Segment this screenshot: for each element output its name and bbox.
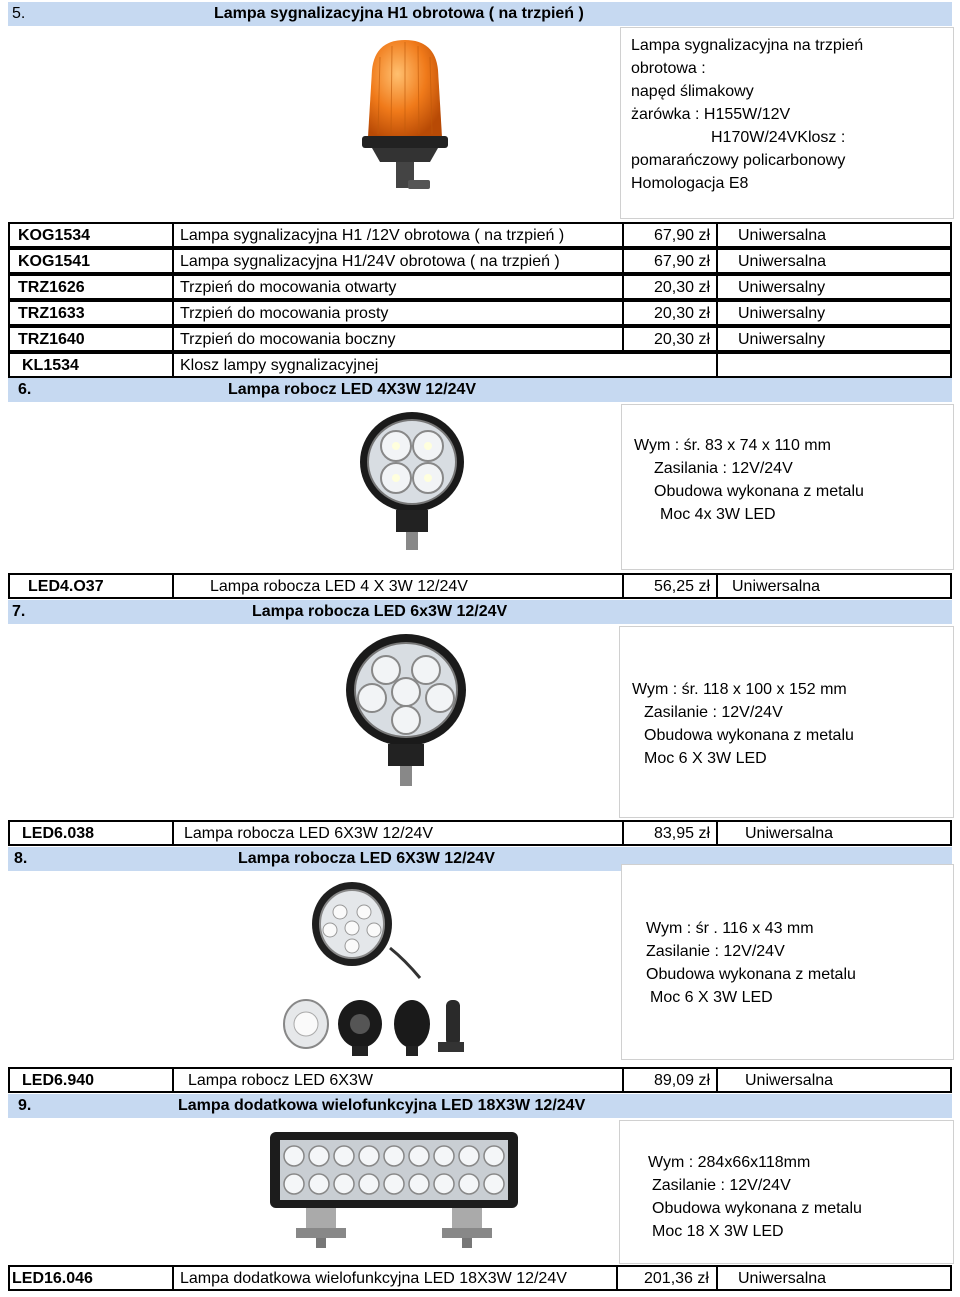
- product-code: KL1534: [22, 357, 79, 374]
- desc-line: obrotowa :: [631, 60, 706, 77]
- product-type: Uniwersalna: [738, 227, 827, 244]
- product-name: Lampa sygnalizacyjna H1/24V obrotowa ( na trzpień ): [180, 253, 560, 270]
- product-code: KOG1534: [18, 227, 91, 244]
- product-description: [619, 1120, 954, 1264]
- led-bar-icon: [266, 1128, 522, 1252]
- product-name: Lampa robocza LED 6X3W 12/24V: [184, 825, 434, 842]
- product-type: Uniwersalna: [745, 1072, 834, 1089]
- table-row: [8, 820, 952, 846]
- desc-line: żarówka : H155W/12V: [631, 106, 791, 123]
- desc-line: Homologacja E8: [631, 175, 749, 192]
- product-type: Uniwersalny: [738, 279, 826, 296]
- product-description: [621, 404, 954, 570]
- desc-line: Zasilanie : 12V/24V: [652, 1177, 791, 1194]
- product-name: Lampa robocz LED 6X3W: [188, 1072, 373, 1089]
- product-price: 56,25 zł: [654, 578, 711, 595]
- section-title: Lampa sygnalizacyjna H1 obrotowa ( na trzpień ): [214, 5, 584, 22]
- table-row: [8, 300, 952, 326]
- table-row: [8, 1067, 952, 1093]
- desc-line: Lampa sygnalizacyjna na trzpień: [631, 37, 864, 54]
- desc-line: Obudowa wykonana z metalu: [652, 1200, 862, 1217]
- product-type: Uniwersalna: [738, 1270, 827, 1287]
- table-row: [8, 248, 952, 274]
- work-lamp-6led-icon: [342, 630, 470, 790]
- desc-line: Obudowa wykonana z metalu: [654, 483, 864, 500]
- desc-line: Obudowa wykonana z metalu: [644, 727, 854, 744]
- table-row: [8, 352, 952, 378]
- product-name: Lampa sygnalizacyjna H1 /12V obrotowa ( na trzpień ): [180, 227, 565, 244]
- product-name: Trzpień do mocowania otwarty: [180, 279, 397, 296]
- product-price: 83,95 zł: [654, 825, 711, 842]
- desc-line: Wym : śr . 116 x 43 mm: [646, 920, 814, 937]
- product-code: KOG1541: [18, 253, 91, 270]
- product-price: 201,36 zł: [644, 1270, 709, 1287]
- table-row: [8, 326, 952, 352]
- product-description: [619, 626, 954, 818]
- desc-line: Zasilania : 12V/24V: [654, 460, 793, 477]
- product-code: LED4.O37: [28, 578, 104, 595]
- work-lamp-4led-icon: [356, 408, 468, 556]
- product-price: 20,30 zł: [654, 305, 711, 322]
- desc-line: Moc 4x 3W LED: [660, 506, 776, 523]
- product-code: TRZ1626: [18, 279, 85, 296]
- section-header-7: [8, 600, 952, 624]
- product-name: Lampa dodatkowa wielofunkcyjna LED 18X3W 12/24V: [180, 1270, 567, 1287]
- section-header-9: [8, 1094, 952, 1118]
- product-price: 20,30 zł: [654, 331, 711, 348]
- product-description: [620, 27, 954, 219]
- section-number: 8.: [14, 850, 28, 867]
- section-number: 9.: [18, 1097, 32, 1114]
- desc-line: Zasilanie : 12V/24V: [644, 704, 783, 721]
- product-type: Uniwersalna: [745, 825, 834, 842]
- section-title: Lampa robocz LED 4X3W 12/24V: [228, 381, 477, 398]
- section-header-6: [8, 378, 952, 402]
- desc-line: Wym : śr. 83 x 74 x 110 mm: [634, 437, 831, 454]
- beacon-lamp-icon: [350, 32, 460, 197]
- desc-line: pomarańczowy policarbonowy: [631, 152, 846, 169]
- desc-line: Obudowa wykonana z metalu: [646, 966, 856, 983]
- product-type: Uniwersalna: [738, 253, 827, 270]
- product-name: Lampa robocza LED 4 X 3W 12/24V: [210, 578, 468, 595]
- section-header-5: [8, 2, 952, 26]
- table-row: [8, 274, 952, 300]
- product-name: Klosz lampy sygnalizacyjnej: [180, 357, 379, 374]
- product-type: Uniwersalny: [738, 331, 826, 348]
- desc-line: Moc 18 X 3W LED: [652, 1223, 784, 1240]
- desc-line: napęd ślimakowy: [631, 83, 754, 100]
- product-description: [621, 864, 954, 1060]
- desc-line: Zasilanie : 12V/24V: [646, 943, 785, 960]
- table-row: [8, 222, 952, 248]
- desc-line: H170W/24VKlosz :: [711, 129, 846, 146]
- product-type: Uniwersalny: [738, 305, 826, 322]
- desc-line: Wym : 284x66x118mm: [648, 1154, 811, 1171]
- section-title: Lampa robocza LED 6x3W 12/24V: [252, 603, 508, 620]
- product-code: LED6.940: [22, 1072, 95, 1089]
- product-code: TRZ1640: [18, 331, 85, 348]
- work-lamp-round-icon: [280, 878, 470, 1060]
- product-price: 20,30 zł: [654, 279, 711, 296]
- product-code: TRZ1633: [18, 305, 85, 322]
- table-row: [8, 573, 952, 599]
- section-number: 7.: [12, 603, 26, 620]
- desc-line: Moc 6 X 3W LED: [644, 750, 767, 767]
- product-type: Uniwersalna: [732, 578, 821, 595]
- product-name: Trzpień do mocowania boczny: [180, 331, 396, 348]
- desc-line: Moc 6 X 3W LED: [650, 989, 773, 1006]
- product-code: LED16.046: [12, 1270, 93, 1287]
- product-code: LED6.038: [22, 825, 95, 842]
- product-price: 67,90 zł: [654, 253, 711, 270]
- table-row: [8, 1265, 952, 1291]
- section-title: Lampa robocza LED 6X3W 12/24V: [238, 850, 495, 867]
- product-price: 67,90 zł: [654, 227, 711, 244]
- section-title: Lampa dodatkowa wielofunkcyjna LED 18X3W 12/24V: [178, 1097, 586, 1114]
- section-number: 6.: [18, 381, 32, 398]
- product-name: Trzpień do mocowania prosty: [180, 305, 389, 322]
- product-price: 89,09 zł: [654, 1072, 711, 1089]
- desc-line: Wym : śr. 118 x 100 x 152 mm: [632, 681, 847, 698]
- section-number: 5.: [12, 5, 26, 22]
